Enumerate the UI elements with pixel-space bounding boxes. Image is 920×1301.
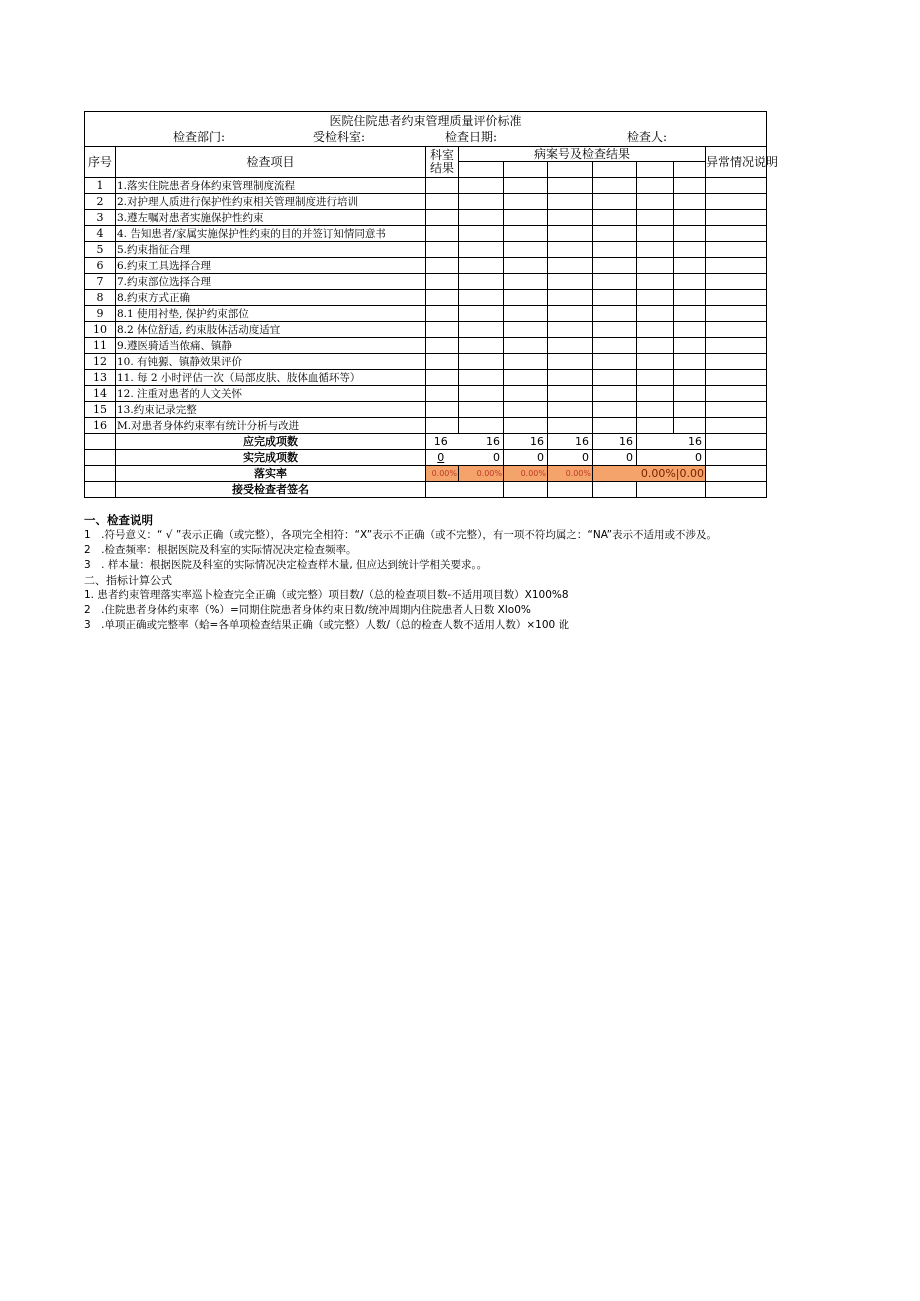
result-cell[interactable] (674, 306, 706, 322)
result-cell[interactable] (504, 370, 548, 386)
result-cell[interactable] (593, 226, 637, 242)
inspector-label: 检查人: (627, 130, 668, 144)
case-cell[interactable] (548, 162, 593, 178)
result-cell[interactable] (426, 306, 459, 322)
result-cell[interactable] (637, 418, 674, 434)
remark-cell[interactable] (706, 386, 767, 402)
result-cell[interactable] (426, 338, 459, 354)
evaluation-sheet (84, 111, 779, 498)
row-no: 8 (85, 290, 116, 306)
dept-result-line1: 科室 (429, 148, 454, 162)
result-cell[interactable] (637, 322, 674, 338)
should-value: 16 (593, 434, 637, 450)
ward-label: 受检科室: (313, 130, 366, 144)
result-cell[interactable] (548, 210, 593, 226)
col-item-header: 检查项目 (116, 147, 426, 178)
result-cell[interactable] (459, 402, 504, 418)
result-cell[interactable] (674, 322, 706, 338)
row-item: 11. 每 2 小时评估一次（局部皮肤、肢体血循环等） (116, 370, 426, 386)
row-no: 15 (85, 402, 116, 418)
result-cell[interactable] (548, 258, 593, 274)
table-row (85, 194, 767, 210)
sign-cell[interactable] (548, 482, 593, 498)
remark-cell[interactable] (706, 226, 767, 242)
row-item: 6.约束工具选择合理 (116, 258, 426, 274)
table-row (85, 210, 767, 226)
done-value: 0 (548, 450, 593, 466)
should-value: 16 (504, 434, 548, 450)
result-cell[interactable] (548, 274, 593, 290)
dept-result-line2: 结果 (429, 161, 454, 175)
result-cell[interactable] (426, 354, 459, 370)
result-cell[interactable] (459, 354, 504, 370)
result-cell[interactable] (637, 178, 674, 194)
table-row (85, 338, 767, 354)
evaluation-table (84, 111, 779, 498)
should-value: 16 (459, 434, 504, 450)
result-cell[interactable] (426, 402, 459, 418)
result-cell[interactable] (426, 210, 459, 226)
rate-value: 0.00%|0.00 (593, 466, 706, 482)
result-cell[interactable] (459, 210, 504, 226)
result-cell[interactable] (593, 402, 637, 418)
result-cell[interactable] (548, 194, 593, 210)
table-row (85, 258, 767, 274)
result-cell[interactable] (504, 242, 548, 258)
case-cell[interactable] (674, 162, 706, 178)
result-cell[interactable] (548, 386, 593, 402)
sign-cell[interactable] (637, 482, 706, 498)
result-cell[interactable] (593, 242, 637, 258)
result-cell[interactable] (674, 194, 706, 210)
table-row (85, 306, 767, 322)
result-cell[interactable] (504, 418, 548, 434)
result-cell[interactable] (459, 274, 504, 290)
result-cell[interactable] (637, 338, 674, 354)
done-value: 0 (459, 450, 504, 466)
row-no: 4 (85, 226, 116, 242)
remark-cell[interactable] (706, 258, 767, 274)
row-no: 6 (85, 258, 116, 274)
page-title: 医院住院患者约束管理质量评价标准 (85, 112, 767, 130)
result-cell[interactable] (504, 322, 548, 338)
result-cell[interactable] (593, 290, 637, 306)
result-cell[interactable] (504, 354, 548, 370)
case-cell[interactable] (593, 162, 637, 178)
result-cell[interactable] (674, 418, 706, 434)
result-cell[interactable] (637, 402, 674, 418)
case-cell[interactable] (504, 162, 548, 178)
result-cell[interactable] (459, 306, 504, 322)
result-cell[interactable] (674, 402, 706, 418)
result-cell[interactable] (459, 418, 504, 434)
result-cell[interactable] (674, 226, 706, 242)
result-cell[interactable] (637, 306, 674, 322)
formula-heading: 二、指标计算公式 (84, 574, 172, 587)
col-remark-header: 异常情况说明 (706, 147, 767, 178)
notes-heading: 一、检查说明 (84, 513, 153, 527)
formula-2: 2 .住院患者身体约束率（%）=同期住院患者身体约束日数/统冲周期内住院患者人日数 Xlo0% (84, 604, 531, 616)
table-row (85, 274, 767, 290)
remark-cell[interactable] (706, 402, 767, 418)
result-cell[interactable] (459, 178, 504, 194)
result-cell[interactable] (637, 226, 674, 242)
table-row (85, 322, 767, 338)
table-row (85, 290, 767, 306)
table-row (85, 402, 767, 418)
result-cell[interactable] (426, 194, 459, 210)
result-cell[interactable] (593, 274, 637, 290)
result-cell[interactable] (593, 258, 637, 274)
should-row (85, 434, 767, 450)
row-item: 10. 有钝獂、镇静效果评价 (116, 354, 426, 370)
done-row (85, 450, 767, 466)
result-cell[interactable] (459, 322, 504, 338)
table-row (85, 226, 767, 242)
result-cell[interactable] (674, 370, 706, 386)
row-item: 12. 注重对患者的人文关怀 (116, 386, 426, 402)
row-item: 8.2 体位舒适, 约束肢体活动度适宜 (116, 322, 426, 338)
note-frequency: 2 .检查频率：根据医院及科室的实际情况决定检查频率。 (84, 544, 357, 556)
result-cell[interactable] (674, 258, 706, 274)
result-cell[interactable] (548, 290, 593, 306)
result-cell[interactable] (674, 178, 706, 194)
result-cell[interactable] (548, 354, 593, 370)
row-item: 3.遵左嘱对患者实施保护性约束 (116, 210, 426, 226)
col-no-header: 序号 (85, 147, 116, 178)
result-cell[interactable] (593, 306, 637, 322)
result-cell[interactable] (504, 210, 548, 226)
row-item: 13.约束记录完整 (116, 402, 426, 418)
result-cell[interactable] (674, 210, 706, 226)
result-cell[interactable] (548, 226, 593, 242)
result-cell[interactable] (674, 274, 706, 290)
col-cases-header: 病案号及检查结果 (459, 147, 706, 162)
remark-cell[interactable] (706, 194, 767, 210)
formula-1: 1. 患者约束管理落实率巡卜检查完全正确（或完整）项目数/（总的检查项目数-不适用项目数）X100%8 (84, 589, 569, 601)
remark-cell[interactable] (706, 354, 767, 370)
done-value: 0 (504, 450, 548, 466)
rate-label: 落实率 (116, 466, 426, 482)
case-cell[interactable] (637, 162, 674, 178)
result-cell[interactable] (459, 242, 504, 258)
result-cell[interactable] (593, 386, 637, 402)
done-value: 0 (426, 450, 459, 466)
remark-cell[interactable] (706, 290, 767, 306)
row-no: 16 (85, 418, 116, 434)
result-cell[interactable] (674, 242, 706, 258)
row-item: 1.落实住院患者身体约束管理制度流程 (116, 178, 426, 194)
result-cell[interactable] (593, 354, 637, 370)
result-cell[interactable] (426, 242, 459, 258)
row-item: 8.1 使用衬垫, 保护约束部位 (116, 306, 426, 322)
row-no: 9 (85, 306, 116, 322)
result-cell[interactable] (593, 338, 637, 354)
result-cell[interactable] (426, 258, 459, 274)
table-row (85, 370, 767, 386)
result-cell[interactable] (593, 178, 637, 194)
result-cell[interactable] (459, 370, 504, 386)
row-item: M.对患者身体约束率有统计分析与改进 (116, 418, 426, 434)
result-cell[interactable] (637, 370, 674, 386)
case-cell[interactable] (459, 162, 504, 178)
formula-3: 3 .单项正确或完整率（蛤=各单项检查结果正确（或完整）人数/（总的检查人数不适用人数）×100 讹 (84, 619, 570, 631)
remark-cell[interactable] (706, 370, 767, 386)
result-cell[interactable] (593, 418, 637, 434)
result-cell[interactable] (637, 258, 674, 274)
rate-value: 0.00% (504, 466, 548, 482)
row-no: 1 (85, 178, 116, 194)
result-cell[interactable] (674, 338, 706, 354)
date-label: 检查日期: (445, 130, 498, 144)
remark-cell[interactable] (706, 178, 767, 194)
row-item: 9.遵医骑适当侬痛、镇静 (116, 338, 426, 354)
remark-cell[interactable] (706, 338, 767, 354)
result-cell[interactable] (593, 370, 637, 386)
result-cell[interactable] (593, 194, 637, 210)
table-row (85, 354, 767, 370)
should-value: 16 (426, 434, 459, 450)
sign-row (85, 482, 767, 498)
row-item: 2.对护理人质进行保护性约束相关管理制度进行培训 (116, 194, 426, 210)
result-cell[interactable] (426, 226, 459, 242)
row-no: 7 (85, 274, 116, 290)
row-no: 13 (85, 370, 116, 386)
dept-label: 检查部门: (173, 130, 226, 144)
result-cell[interactable] (548, 306, 593, 322)
col-dept-result-header (426, 147, 459, 178)
result-cell[interactable] (504, 386, 548, 402)
result-cell[interactable] (637, 194, 674, 210)
done-label: 实完成项数 (116, 450, 426, 466)
table-row (85, 178, 767, 194)
remark-cell[interactable] (706, 322, 767, 338)
result-cell[interactable] (459, 226, 504, 242)
row-no: 3 (85, 210, 116, 226)
rate-value: 0.00% (459, 466, 504, 482)
result-cell[interactable] (459, 194, 504, 210)
result-cell[interactable] (637, 242, 674, 258)
result-cell[interactable] (426, 290, 459, 306)
result-cell[interactable] (504, 306, 548, 322)
result-cell[interactable] (637, 274, 674, 290)
result-cell[interactable] (504, 290, 548, 306)
table-row (85, 418, 767, 434)
row-no: 11 (85, 338, 116, 354)
item-rows (85, 178, 767, 434)
result-cell[interactable] (459, 290, 504, 306)
meta-row (85, 129, 767, 147)
result-cell[interactable] (504, 258, 548, 274)
result-cell[interactable] (548, 402, 593, 418)
row-no: 2 (85, 194, 116, 210)
result-cell[interactable] (504, 402, 548, 418)
table-row (85, 386, 767, 402)
row-item: 7.约束部位选择合理 (116, 274, 426, 290)
result-cell[interactable] (459, 386, 504, 402)
row-no: 14 (85, 386, 116, 402)
result-cell[interactable] (548, 370, 593, 386)
result-cell[interactable] (459, 258, 504, 274)
result-cell[interactable] (593, 322, 637, 338)
result-cell[interactable] (504, 338, 548, 354)
result-cell[interactable] (674, 290, 706, 306)
result-cell[interactable] (637, 386, 674, 402)
row-no: 10 (85, 322, 116, 338)
remark-cell[interactable] (706, 210, 767, 226)
should-label: 应完成项数 (116, 434, 426, 450)
should-value: 16 (637, 434, 706, 450)
remark-cell[interactable] (706, 306, 767, 322)
sign-cell[interactable] (504, 482, 548, 498)
result-cell[interactable] (637, 290, 674, 306)
row-item: 5.约束指征合理 (116, 242, 426, 258)
remark-cell[interactable] (706, 274, 767, 290)
rate-value: 0.00% (548, 466, 593, 482)
result-cell[interactable] (459, 338, 504, 354)
remark-cell[interactable] (706, 418, 767, 434)
done-value: 0 (637, 450, 706, 466)
result-cell[interactable] (674, 354, 706, 370)
result-cell[interactable] (426, 386, 459, 402)
table-row (85, 242, 767, 258)
result-cell[interactable] (504, 178, 548, 194)
note-symbols: 1 .符号意义：“ √ ”表示正确（或完整），各项完全相符：“X”表示不正确（或不完整），有一项不符均属之：“NA”表示不适用或不涉及。 (84, 529, 718, 541)
result-cell[interactable] (548, 242, 593, 258)
result-cell[interactable] (548, 322, 593, 338)
note-sample: 3 . 样本量：根据医院及科室的实际情况决定检查样木量, 但应达到统计学相关要求。。 (84, 559, 488, 571)
sign-label: 接受检查者签名 (116, 482, 426, 498)
result-cell[interactable] (637, 210, 674, 226)
result-cell[interactable] (504, 226, 548, 242)
sign-cell[interactable] (593, 482, 637, 498)
result-cell[interactable] (637, 354, 674, 370)
result-cell[interactable] (504, 274, 548, 290)
result-cell[interactable] (426, 418, 459, 434)
result-cell[interactable] (674, 386, 706, 402)
row-item: 8.约束方式正确 (116, 290, 426, 306)
done-value: 0 (593, 450, 637, 466)
row-no: 5 (85, 242, 116, 258)
row-no: 12 (85, 354, 116, 370)
result-cell[interactable] (426, 370, 459, 386)
should-value: 16 (548, 434, 593, 450)
result-cell[interactable] (504, 194, 548, 210)
rate-value: 0.00% (426, 466, 459, 482)
rate-row (85, 466, 767, 482)
result-cell[interactable] (548, 418, 593, 434)
result-cell[interactable] (548, 178, 593, 194)
result-cell[interactable] (426, 178, 459, 194)
notes-section (84, 513, 774, 633)
result-cell[interactable] (548, 338, 593, 354)
result-cell[interactable] (426, 274, 459, 290)
result-cell[interactable] (593, 210, 637, 226)
result-cell[interactable] (426, 322, 459, 338)
remark-cell[interactable] (706, 242, 767, 258)
row-item: 4. 告知患者/家属实施保护性约束的目的并签订知情同意书 (116, 226, 426, 242)
sign-cell[interactable] (426, 482, 504, 498)
